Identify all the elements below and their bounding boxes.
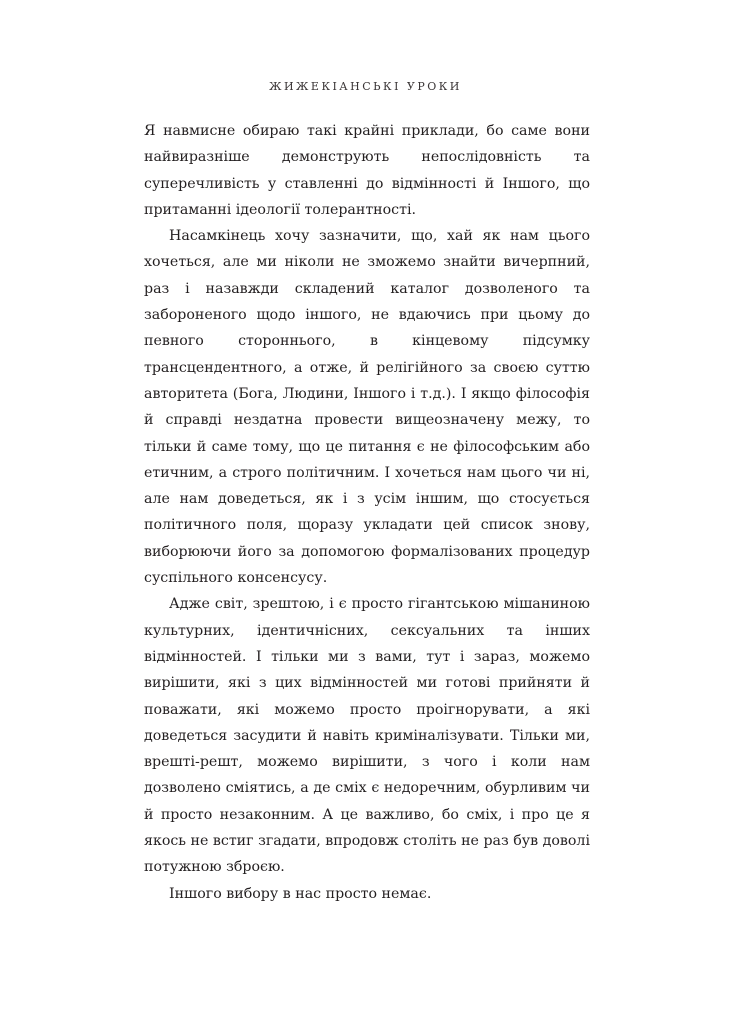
paragraph: Насамкінець хочу зазначити, що, хай як нам цього хочеться, але ми ніколи не зможемо знайти вичерпний, раз і назавжди складений каталог дозволеного та забороненого щодо іншого, не вдаючись при цьому до певного стороннього, в кінцевому підсумку трансцендентного, а отже, й релігійного за своєю суттю авторитета (Бога, Людини, Іншого і т.д.). І якщо філософія й справді нездатна провести вищеозначену межу, то тільки й саме тому, що це питання є не філософським або етичним, а строго політичним. І хочеться нам цього чи ні, але нам доведеться, як і з усім іншим, що стосується політичного поля, щоразу укладати цей список знову, виборюючи його за допомогою формалізованих процедур суспільного консенсусу. bbox=[144, 228, 590, 587]
paragraph: Іншого вибору в нас просто немає. bbox=[169, 885, 432, 902]
running-head: ЖИЖЕКІАНСЬКІ УРОКИ bbox=[269, 80, 462, 93]
paragraph: Адже світ, зрештою, і є просто гігантською мішаниною культурних, ідентичнісних, сексуальних та інших відмінностей. І тільки ми з вами, тут і зараз, можемо вирішити, які з цих відмінностей ми готові прийняти й поважати, які можемо просто проігнорувати, а які доведеться засудити й навіть криміналізувати. Тільки ми, врешті-решт, можемо вирішити, з чого і коли нам дозволено сміятись, а де сміх є недоречним, обурливим чи й просто незаконним. А це важливо, бо сміх, і про це я якось не встиг згадати, впродовж століть не раз був доволі потужною зброєю. bbox=[144, 596, 590, 876]
paragraph: Я навмисне обираю такі крайні приклади, бо саме вони найвиразніше демонструють непослідовність та суперечливість у ставленні до відмінності й Іншого, що притаманні ідеології толерантності. bbox=[144, 123, 590, 218]
body-text bbox=[144, 118, 590, 907]
